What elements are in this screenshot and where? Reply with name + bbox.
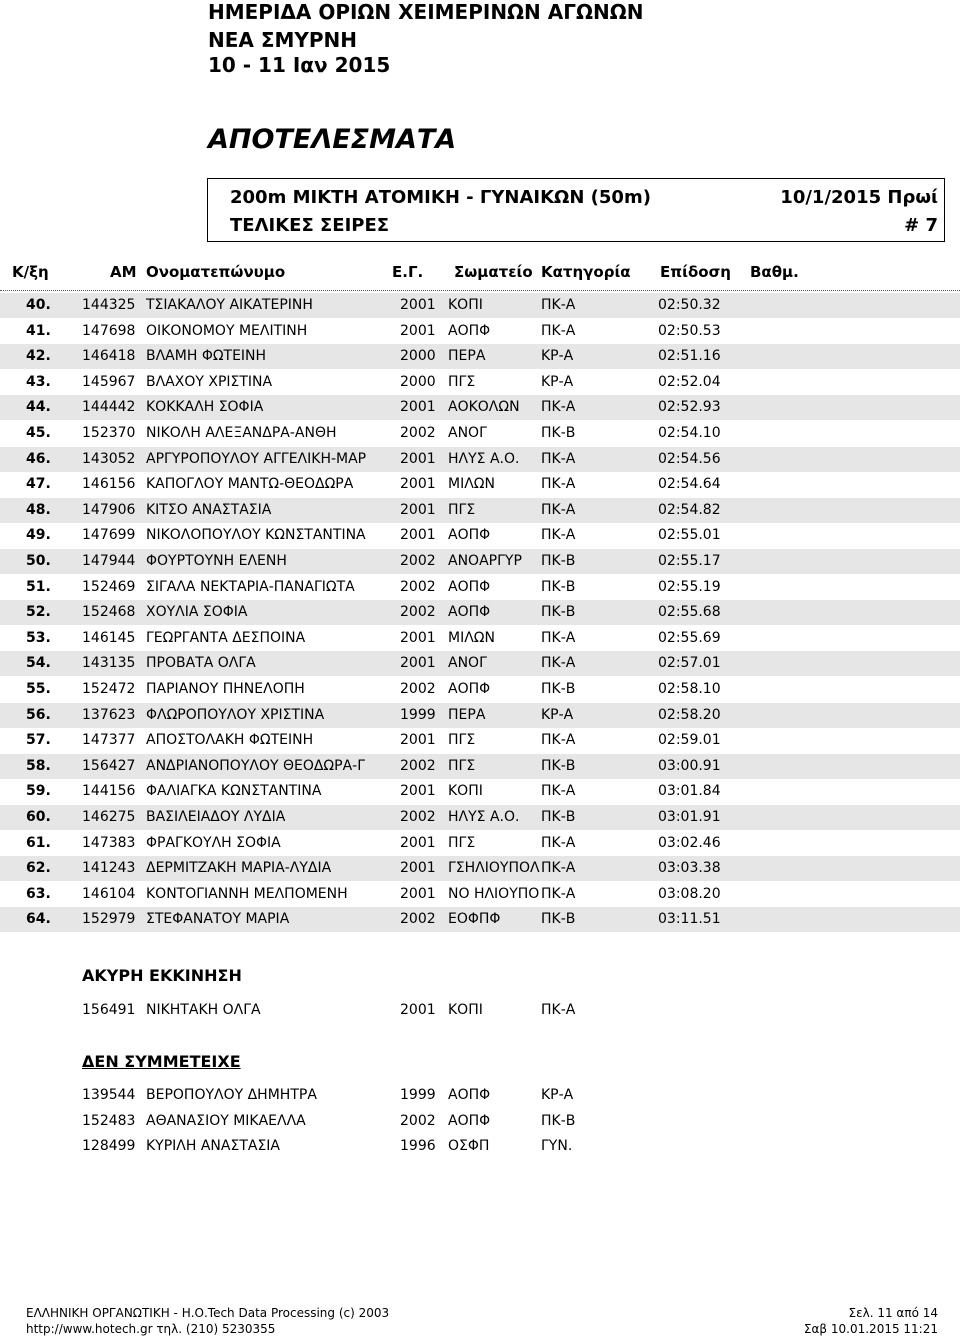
cell-name: ΒΛΑΜΗ ΦΩΤΕΙΝΗ xyxy=(146,348,267,365)
cell-am: 143135 xyxy=(82,655,136,672)
cell-club: ΜΙΛΩΝ xyxy=(448,476,495,493)
cell-category: ΠΚ-Β xyxy=(541,681,576,697)
cell-name: ΑΠΟΣΤΟΛΑΚΗ ΦΩΤΕΙΝΗ xyxy=(146,732,314,749)
cell-name: ΓΕΩΡΓΑΝΤΑ ΔΕΣΠΟΙΝΑ xyxy=(146,629,306,646)
cell-time: 02:55.19 xyxy=(658,578,721,595)
cell-year: 2001 xyxy=(400,783,436,800)
cell-year: 1999 xyxy=(400,1087,436,1103)
table-row xyxy=(0,907,960,932)
cell-am: 152483 xyxy=(82,1112,136,1129)
cell-am: 152468 xyxy=(82,604,136,621)
cell-club: ΜΙΛΩΝ xyxy=(448,629,495,646)
footer-company: ΕΛΛΗΝΙΚΗ ΟΡΓΑΝΩΤΙΚΗ - Η.Ο.Tech Data Processing (c) 2003 xyxy=(26,1306,390,1320)
cell-year: 2001 xyxy=(400,527,436,544)
cell-category: ΠΚ-Β xyxy=(541,809,576,825)
cell-category: ΠΚ-Β xyxy=(541,757,576,774)
cell-rank: 47. xyxy=(26,476,51,493)
cell-am: 128499 xyxy=(82,1138,136,1155)
cell-year: 2001 xyxy=(400,297,436,313)
cell-rank: 42. xyxy=(26,348,51,365)
event-date: 10/1/2015 Πρωί xyxy=(780,187,938,208)
cell-club: ΗΛΥΣ Α.Ο. xyxy=(448,450,520,467)
cell-year: 2001 xyxy=(400,322,436,339)
cell-time: 02:58.10 xyxy=(658,681,721,697)
cell-year: 2000 xyxy=(400,348,436,365)
table-row xyxy=(0,319,960,344)
col-score: Βαθμ. xyxy=(750,263,799,281)
cell-rank: 64. xyxy=(26,911,51,928)
cell-year: 2002 xyxy=(400,681,436,697)
cell-name: ΦΡΑΓΚΟΥΛΗ ΣΟΦΙΑ xyxy=(146,834,281,851)
cell-name: ΤΣΙΑΚΑΛΟΥ ΑΙΚΑΤΕΡΙΝΗ xyxy=(146,297,313,313)
cell-name: ΑΝΔΡΙΑΝΟΠΟΥΛΟΥ ΘΕΟΔΩΡΑ-Γ xyxy=(146,757,365,774)
cell-am: 143052 xyxy=(82,450,136,467)
cell-name: ΦΟΥΡΤΟΥΝΗ ΕΛΕΝΗ xyxy=(146,553,287,569)
table-row xyxy=(0,805,960,830)
cell-time: 02:55.69 xyxy=(658,629,721,646)
meet-dates: 10 - 11 Ιαν 2015 xyxy=(208,53,391,77)
cell-year: 1996 xyxy=(400,1138,436,1155)
cell-rank: 53. xyxy=(26,629,51,646)
cell-category: ΠΚ-Β xyxy=(541,425,576,441)
cell-time: 02:55.68 xyxy=(658,604,721,621)
heat-number: # 7 xyxy=(904,215,938,236)
footer-page: Σελ. 11 από 14 xyxy=(848,1306,938,1320)
cell-time: 02:52.04 xyxy=(658,373,721,390)
cell-club: ΑΟΚΟΛΩΝ xyxy=(448,399,520,416)
cell-category: ΠΚ-Α xyxy=(541,527,576,544)
cell-club: ΓΣΗΛΙΟΥΠΟΛ xyxy=(448,860,540,877)
table-row xyxy=(0,498,960,523)
cell-year: 2001 xyxy=(400,476,436,493)
cell-rank: 55. xyxy=(26,681,51,697)
table-row xyxy=(0,856,960,881)
cell-year: 2001 xyxy=(400,629,436,646)
cell-year: 2002 xyxy=(400,425,436,441)
cell-name: ΒΑΣΙΛΕΙΑΔΟΥ ΛΥΔΙΑ xyxy=(146,809,286,825)
cell-category: ΠΚ-Α xyxy=(541,732,576,749)
cell-rank: 40. xyxy=(26,297,51,313)
cell-category: ΠΚ-Α xyxy=(541,655,576,672)
cell-year: 2001 xyxy=(400,399,436,416)
table-row xyxy=(0,754,960,779)
cell-am: 146145 xyxy=(82,629,136,646)
cell-club: ΠΓΣ xyxy=(448,501,476,518)
cell-time: 02:55.01 xyxy=(658,527,721,544)
footer-timestamp: Σαβ 10.01.2015 11:21 xyxy=(803,1322,938,1336)
cell-category: ΚΡ-Α xyxy=(541,706,574,723)
cell-am: 144442 xyxy=(82,399,136,416)
table-row xyxy=(0,831,960,856)
cell-name: ΑΡΓΥΡΟΠΟΥΛΟΥ ΑΓΓΕΛΙΚΗ-ΜΑΡ xyxy=(146,450,367,467)
cell-club: ΠΕΡΑ xyxy=(448,706,486,723)
cell-club: ΟΣΦΠ xyxy=(448,1138,490,1155)
cell-name: ΚΟΝΤΟΓΙΑΝΝΗ ΜΕΛΠΟΜΕΝΗ xyxy=(146,885,348,902)
cell-time: 02:50.53 xyxy=(658,322,721,339)
cell-year: 2002 xyxy=(400,809,436,825)
cell-time: 03:11.51 xyxy=(658,911,721,928)
cell-am: 156427 xyxy=(82,757,136,774)
false-start-title: ΑΚΥΡΗ ΕΚΚΙΝΗΣΗ xyxy=(82,966,242,985)
cell-am: 144156 xyxy=(82,783,136,800)
event-subtitle: ΤΕΛΙΚΕΣ ΣΕΙΡΕΣ xyxy=(230,215,390,236)
cell-time: 02:54.10 xyxy=(658,425,721,441)
cell-category: ΠΚ-Α xyxy=(541,783,576,800)
footer-contact: http://www.hotech.gr τηλ. (210) 5230355 xyxy=(26,1322,276,1336)
cell-am: 141243 xyxy=(82,860,136,877)
table-row xyxy=(0,677,960,702)
cell-time: 02:50.32 xyxy=(658,297,721,313)
event-box xyxy=(207,178,945,242)
table-row xyxy=(0,575,960,600)
cell-am: 146418 xyxy=(82,348,136,365)
cell-time: 02:54.82 xyxy=(658,501,721,518)
cell-time: 02:54.64 xyxy=(658,476,721,493)
cell-year: 2001 xyxy=(400,732,436,749)
cell-category: ΓΥΝ. xyxy=(541,1138,573,1155)
cell-name: ΠΡΟΒΑΤΑ ΟΛΓΑ xyxy=(146,655,256,672)
cell-rank: 58. xyxy=(26,757,51,774)
cell-club: ΑΝΟΑΡΓΥΡ xyxy=(448,553,522,569)
cell-name: ΦΛΩΡΟΠΟΥΛΟΥ ΧΡΙΣΤΙΝΑ xyxy=(146,706,325,723)
cell-category: ΠΚ-Α xyxy=(541,297,576,313)
cell-am: 144325 xyxy=(82,297,136,313)
cell-rank: 44. xyxy=(26,399,51,416)
cell-category: ΠΚ-Β xyxy=(541,578,576,595)
cell-category: ΚΡ-Α xyxy=(541,373,574,390)
cell-time: 02:51.16 xyxy=(658,348,721,365)
cell-rank: 49. xyxy=(26,527,51,544)
cell-year: 2002 xyxy=(400,911,436,928)
cell-am: 147699 xyxy=(82,527,136,544)
table-row xyxy=(0,344,960,369)
cell-rank: 59. xyxy=(26,783,51,800)
cell-year: 2001 xyxy=(400,834,436,851)
cell-club: ΑΟΠΦ xyxy=(448,1087,491,1103)
cell-category: ΠΚ-Α xyxy=(541,399,576,416)
cell-club: ΕΟΦΠΦ xyxy=(448,911,501,928)
cell-rank: 60. xyxy=(26,809,51,825)
cell-am: 147906 xyxy=(82,501,136,518)
cell-rank: 52. xyxy=(26,604,51,621)
cell-name: ΒΕΡΟΠΟΥΛΟΥ ΔΗΜΗΤΡΑ xyxy=(146,1087,317,1103)
cell-rank: 41. xyxy=(26,322,51,339)
cell-name: ΝΙΚΟΛΗ ΑΛΕΞΑΝΔΡΑ-ΑΝΘΗ xyxy=(146,425,337,441)
table-row xyxy=(0,651,960,676)
cell-rank: 46. xyxy=(26,450,51,467)
col-time: Επίδοση xyxy=(660,263,731,281)
table-row xyxy=(0,882,960,907)
cell-am: 137623 xyxy=(82,706,136,723)
table-row xyxy=(0,421,960,446)
cell-name: ΣΤΕΦΑΝΑΤΟΥ ΜΑΡΙΑ xyxy=(146,911,290,928)
cell-time: 03:02.46 xyxy=(658,834,721,851)
meet-title: ΗΜΕΡΙΔΑ ΟΡΙΩΝ ΧΕΙΜΕΡΙΝΩΝ ΑΓΩΝΩΝ xyxy=(208,0,644,24)
cell-year: 2002 xyxy=(400,553,436,569)
cell-year: 2001 xyxy=(400,885,436,902)
cell-rank: 48. xyxy=(26,501,51,518)
cell-year: 2002 xyxy=(400,578,436,595)
cell-am: 147377 xyxy=(82,732,136,749)
cell-category: ΠΚ-Β xyxy=(541,1112,576,1129)
cell-am: 146104 xyxy=(82,885,136,902)
cell-time: 02:52.93 xyxy=(658,399,721,416)
cell-club: ΠΓΣ xyxy=(448,757,476,774)
cell-year: 2001 xyxy=(400,450,436,467)
cell-time: 02:55.17 xyxy=(658,553,721,569)
cell-time: 03:03.38 xyxy=(658,860,721,877)
cell-am: 146275 xyxy=(82,809,136,825)
cell-club: ΠΓΣ xyxy=(448,732,476,749)
table-row xyxy=(0,395,960,420)
cell-rank: 61. xyxy=(26,834,51,851)
table-row xyxy=(0,370,960,395)
cell-name: ΟΙΚΟΝΟΜΟΥ ΜΕΛΙΤΙΝΗ xyxy=(146,322,308,339)
cell-rank: 56. xyxy=(26,706,51,723)
cell-name: ΣΙΓΑΛΑ ΝΕΚΤΑΡΙΑ-ΠΑΝΑΓΙΩΤΑ xyxy=(146,578,355,595)
cell-club: ΑΟΠΦ xyxy=(448,681,491,697)
cell-time: 03:01.84 xyxy=(658,783,721,800)
cell-club: ΑΟΠΦ xyxy=(448,604,491,621)
cell-rank: 50. xyxy=(26,553,51,569)
results-heading: ΑΠΟΤΕΛΕΣΜΑΤΑ xyxy=(208,124,457,155)
cell-rank: 43. xyxy=(26,373,51,390)
cell-club: ΚΟΠΙ xyxy=(448,1002,483,1018)
cell-name: ΚΥΡΙΛΗ ΑΝΑΣΤΑΣΙΑ xyxy=(146,1138,281,1155)
cell-category: ΠΚ-Α xyxy=(541,860,576,877)
cell-category: ΠΚ-Α xyxy=(541,1002,576,1018)
table-row xyxy=(0,626,960,651)
cell-am: 147383 xyxy=(82,834,136,851)
cell-am: 152370 xyxy=(82,425,136,441)
cell-club: ΑΟΠΦ xyxy=(448,322,491,339)
cell-category: ΚΡ-Α xyxy=(541,348,574,365)
cell-club: ΗΛΥΣ Α.Ο. xyxy=(448,809,520,825)
table-row xyxy=(0,1109,960,1134)
cell-am: 147698 xyxy=(82,322,136,339)
cell-year: 2001 xyxy=(400,860,436,877)
cell-club: ΚΟΠΙ xyxy=(448,297,483,313)
cell-year: 2000 xyxy=(400,373,436,390)
cell-category: ΠΚ-Α xyxy=(541,450,576,467)
table-row xyxy=(0,703,960,728)
cell-rank: 57. xyxy=(26,732,51,749)
cell-club: ΑΟΠΦ xyxy=(448,578,491,595)
cell-time: 03:00.91 xyxy=(658,757,721,774)
cell-rank: 54. xyxy=(26,655,51,672)
cell-rank: 51. xyxy=(26,578,51,595)
cell-time: 02:58.20 xyxy=(658,706,721,723)
meet-venue: ΝΕΑ ΣΜΥΡΝΗ xyxy=(208,28,358,52)
cell-club: ΑΝΟΓ xyxy=(448,425,487,441)
cell-year: 2001 xyxy=(400,655,436,672)
cell-am: 156491 xyxy=(82,1002,136,1018)
cell-name: ΝΙΚΗΤΑΚΗ ΟΛΓΑ xyxy=(146,1002,261,1018)
cell-name: ΦΑΛΙΑΓΚΑ ΚΩΝΣΤΑΝΤΙΝΑ xyxy=(146,783,322,800)
cell-club: ΝΟ ΗΛΙΟΥΠΟ xyxy=(448,885,540,902)
cell-rank: 62. xyxy=(26,860,51,877)
cell-time: 03:08.20 xyxy=(658,885,721,902)
cell-club: ΠΓΣ xyxy=(448,373,476,390)
table-row xyxy=(0,1083,960,1108)
cell-category: ΠΚ-Α xyxy=(541,322,576,339)
cell-category: ΠΚ-Α xyxy=(541,834,576,851)
cell-rank: 63. xyxy=(26,885,51,902)
col-rank: Κ/ξη xyxy=(12,263,49,281)
table-row xyxy=(0,293,960,318)
cell-time: 02:59.01 xyxy=(658,732,721,749)
cell-am: 152472 xyxy=(82,681,136,697)
cell-name: ΔΕΡΜΙΤΖΑΚΗ ΜΑΡΙΑ-ΛΥΔΙΑ xyxy=(146,860,332,877)
cell-am: 152469 xyxy=(82,578,136,595)
col-am: ΑΜ xyxy=(110,263,137,281)
table-row xyxy=(0,1134,960,1159)
cell-category: ΠΚ-Β xyxy=(541,604,576,621)
table-row xyxy=(0,523,960,548)
cell-category: ΠΚ-Α xyxy=(541,629,576,646)
cell-category: ΚΡ-Α xyxy=(541,1087,574,1103)
cell-time: 03:01.91 xyxy=(658,809,721,825)
cell-am: 139544 xyxy=(82,1087,136,1103)
cell-category: ΠΚ-Α xyxy=(541,476,576,493)
cell-year: 1999 xyxy=(400,706,436,723)
cell-am: 146156 xyxy=(82,476,136,493)
cell-rank: 45. xyxy=(26,425,51,441)
cell-category: ΠΚ-Α xyxy=(541,501,576,518)
table-row xyxy=(0,472,960,497)
col-club: Σωματείο xyxy=(454,263,533,281)
table-row xyxy=(0,998,960,1023)
cell-name: ΧΟΥΛΙΑ ΣΟΦΙΑ xyxy=(146,604,248,621)
cell-name: ΝΙΚΟΛΟΠΟΥΛΟΥ ΚΩΝΣΤΑΝΤΙΝΑ xyxy=(146,527,366,544)
col-year: Ε.Γ. xyxy=(392,263,424,281)
cell-club: ΑΟΠΦ xyxy=(448,1112,491,1129)
cell-club: ΚΟΠΙ xyxy=(448,783,483,800)
dns-title: ΔΕΝ ΣΥΜΜΕΤΕΙΧΕ xyxy=(82,1052,241,1071)
cell-club: ΑΝΟΓ xyxy=(448,655,487,672)
col-name: Ονοματεπώνυμο xyxy=(146,263,286,281)
table-row xyxy=(0,447,960,472)
cell-year: 2002 xyxy=(400,1112,436,1129)
cell-club: ΠΓΣ xyxy=(448,834,476,851)
cell-am: 147944 xyxy=(82,553,136,569)
cell-name: ΚΙΤΣΟ ΑΝΑΣΤΑΣΙΑ xyxy=(146,501,272,518)
cell-year: 2001 xyxy=(400,501,436,518)
cell-name: ΚΑΠΟΓΛΟΥ ΜΑΝΤΩ-ΘΕΟΔΩΡΑ xyxy=(146,476,354,493)
header-divider xyxy=(0,290,960,291)
table-row xyxy=(0,600,960,625)
table-row xyxy=(0,728,960,753)
col-category: Κατηγορία xyxy=(541,263,631,281)
cell-am: 152979 xyxy=(82,911,136,928)
cell-year: 2001 xyxy=(400,1002,436,1018)
cell-name: ΠΑΡΙΑΝΟΥ ΠΗΝΕΛΟΠΗ xyxy=(146,681,305,697)
cell-year: 2002 xyxy=(400,757,436,774)
table-row xyxy=(0,779,960,804)
event-title: 200m ΜΙΚΤΗ ΑΤΟΜΙΚΗ - ΓΥΝΑΙΚΩΝ (50m) xyxy=(230,187,651,208)
cell-name: ΑΘΑΝΑΣΙΟΥ ΜΙΚΑΕΛΛΑ xyxy=(146,1112,306,1129)
cell-club: ΠΕΡΑ xyxy=(448,348,486,365)
cell-time: 02:54.56 xyxy=(658,450,721,467)
table-row xyxy=(0,549,960,574)
cell-category: ΠΚ-Α xyxy=(541,885,576,902)
cell-category: ΠΚ-Β xyxy=(541,911,576,928)
cell-year: 2002 xyxy=(400,604,436,621)
cell-category: ΠΚ-Β xyxy=(541,553,576,569)
cell-club: ΑΟΠΦ xyxy=(448,527,491,544)
cell-name: ΚΟΚΚΑΛΗ ΣΟΦΙΑ xyxy=(146,399,264,416)
cell-am: 145967 xyxy=(82,373,136,390)
cell-name: ΒΛΑΧΟΥ ΧΡΙΣΤΙΝΑ xyxy=(146,373,273,390)
cell-time: 02:57.01 xyxy=(658,655,721,672)
